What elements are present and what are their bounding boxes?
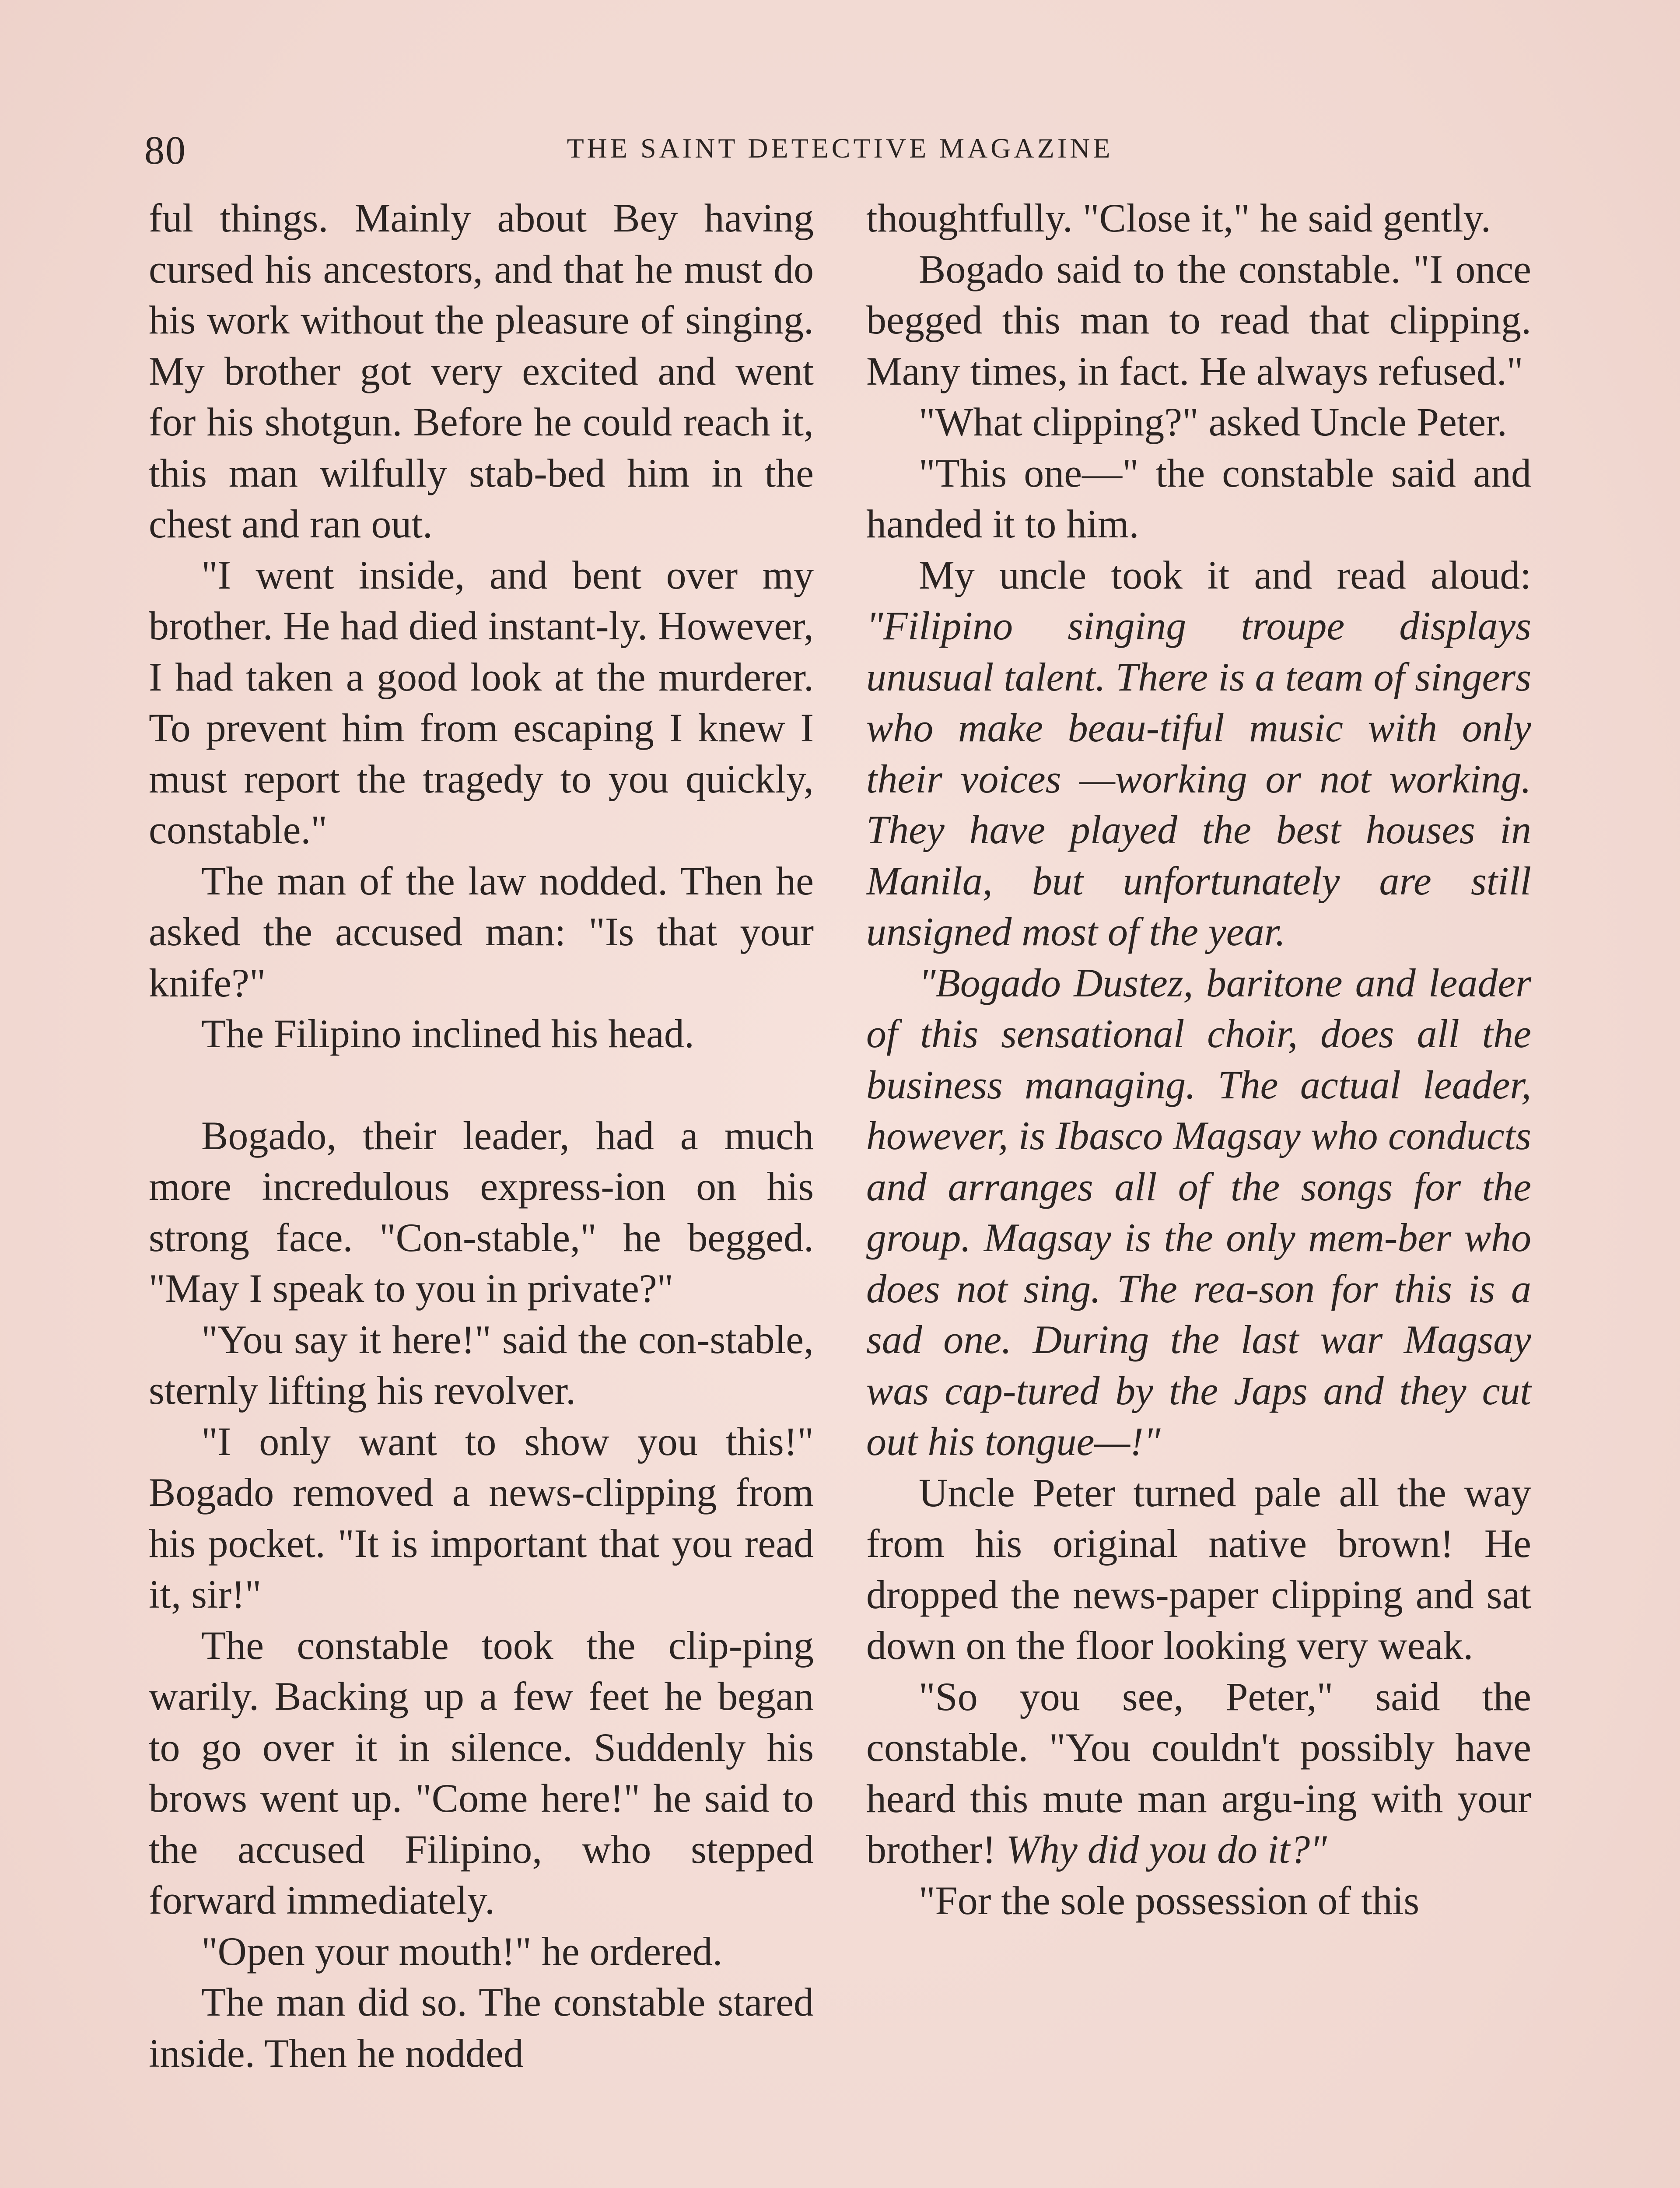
paragraph: ful things. Mainly about Bey having cursed his ancestors, and that he must do his work without the pleasure of singing. My brother got very excited and went for his shotgun. Before he could reach it, this man wilfully stab-bed him in the chest and ran out.	[149, 196, 814, 546]
paragraph: The man did so. The constable stared inside. Then he nodded	[149, 1980, 814, 2076]
paragraph-intro: My uncle took it and read aloud:	[919, 552, 1531, 597]
paragraph: Uncle Peter turned pale all the way from his original native brown! He dropped the news-paper clipping and sat down on the floor looking very weak.	[866, 1470, 1531, 1668]
running-head: THE SAINT DETECTIVE MAGAZINE	[567, 133, 1113, 164]
emphasis-text: Why did you do it?"	[1006, 1827, 1327, 1872]
paragraph: thoughtfully. "Close it," he said gently.	[866, 196, 1491, 240]
page-number: 80	[144, 128, 186, 172]
paragraph: "What clipping?" asked Uncle Peter.	[919, 400, 1507, 444]
paragraph	[866, 957, 1531, 1467]
paragraph: Bogado said to the constable. "I once begged this man to read that clipping. Many times, in fact. He always refused."	[866, 246, 1531, 393]
clipping-text: "Filipino singing troupe displays unusual talent. There is a team of singers who make beau-tiful music with only their voices —working or not working. They have played the best houses in Manila, but unfortunately are still unsigned most of the year.	[866, 603, 1531, 954]
clipping-text: "Bogado Dustez, baritone and leader of this sensational choir, does all the business managing. The actual leader, however, is Ibasco Magsay who conducts and arranges all of the songs for the group. Magsay is the only mem-ber who does not sing. The rea-son for this is a sad one. During the last war Magsay was cap-tured by the Japs and they cut out his tongue—!"	[866, 960, 1531, 1464]
left-column	[149, 193, 814, 2079]
paragraph	[866, 1671, 1531, 1875]
paragraph-text: "So you see, Peter," said the constable. "You couldn't possibly have heard this mute man argu-ing with your brother!	[866, 1674, 1531, 1872]
paragraph: Bogado, their leader, had a much more incredulous express-ion on his strong face. "Con-stable," he begged. "May I speak to you in private?"	[149, 1113, 814, 1311]
right-column	[866, 193, 1531, 1926]
paragraph: The man of the law nodded. Then he asked the accused man: "Is that your knife?"	[149, 858, 814, 1005]
paragraph: "Open your mouth!" he ordered.	[201, 1929, 723, 1974]
paragraph	[866, 550, 1531, 957]
page-header	[144, 127, 1536, 179]
paragraph: The Filipino inclined his head.	[201, 1011, 694, 1056]
paragraph: "You say it here!" said the con-stable, sternly lifting his revolver.	[149, 1317, 814, 1413]
paragraph: "I only want to show you this!" Bogado removed a news-clipping from his pocket. "It is important that you read it, sir!"	[149, 1419, 814, 1616]
paragraph: "For the sole possession of this	[919, 1878, 1420, 1923]
paragraph: The constable took the clip-ping warily. Backing up a few feet he began to go over it in silence. Suddenly his brows went up. "Come here!" he said to the accused Filipino, who stepped forward immediately.	[149, 1623, 814, 1922]
paragraph: "I went inside, and bent over my brother. He had died instant-ly. However, I had taken a good look at the murderer. To prevent him from escaping I knew I must report the tragedy to you quickly, constable."	[149, 552, 814, 852]
paragraph: "This one—" the constable said and handed it to him.	[866, 450, 1531, 546]
